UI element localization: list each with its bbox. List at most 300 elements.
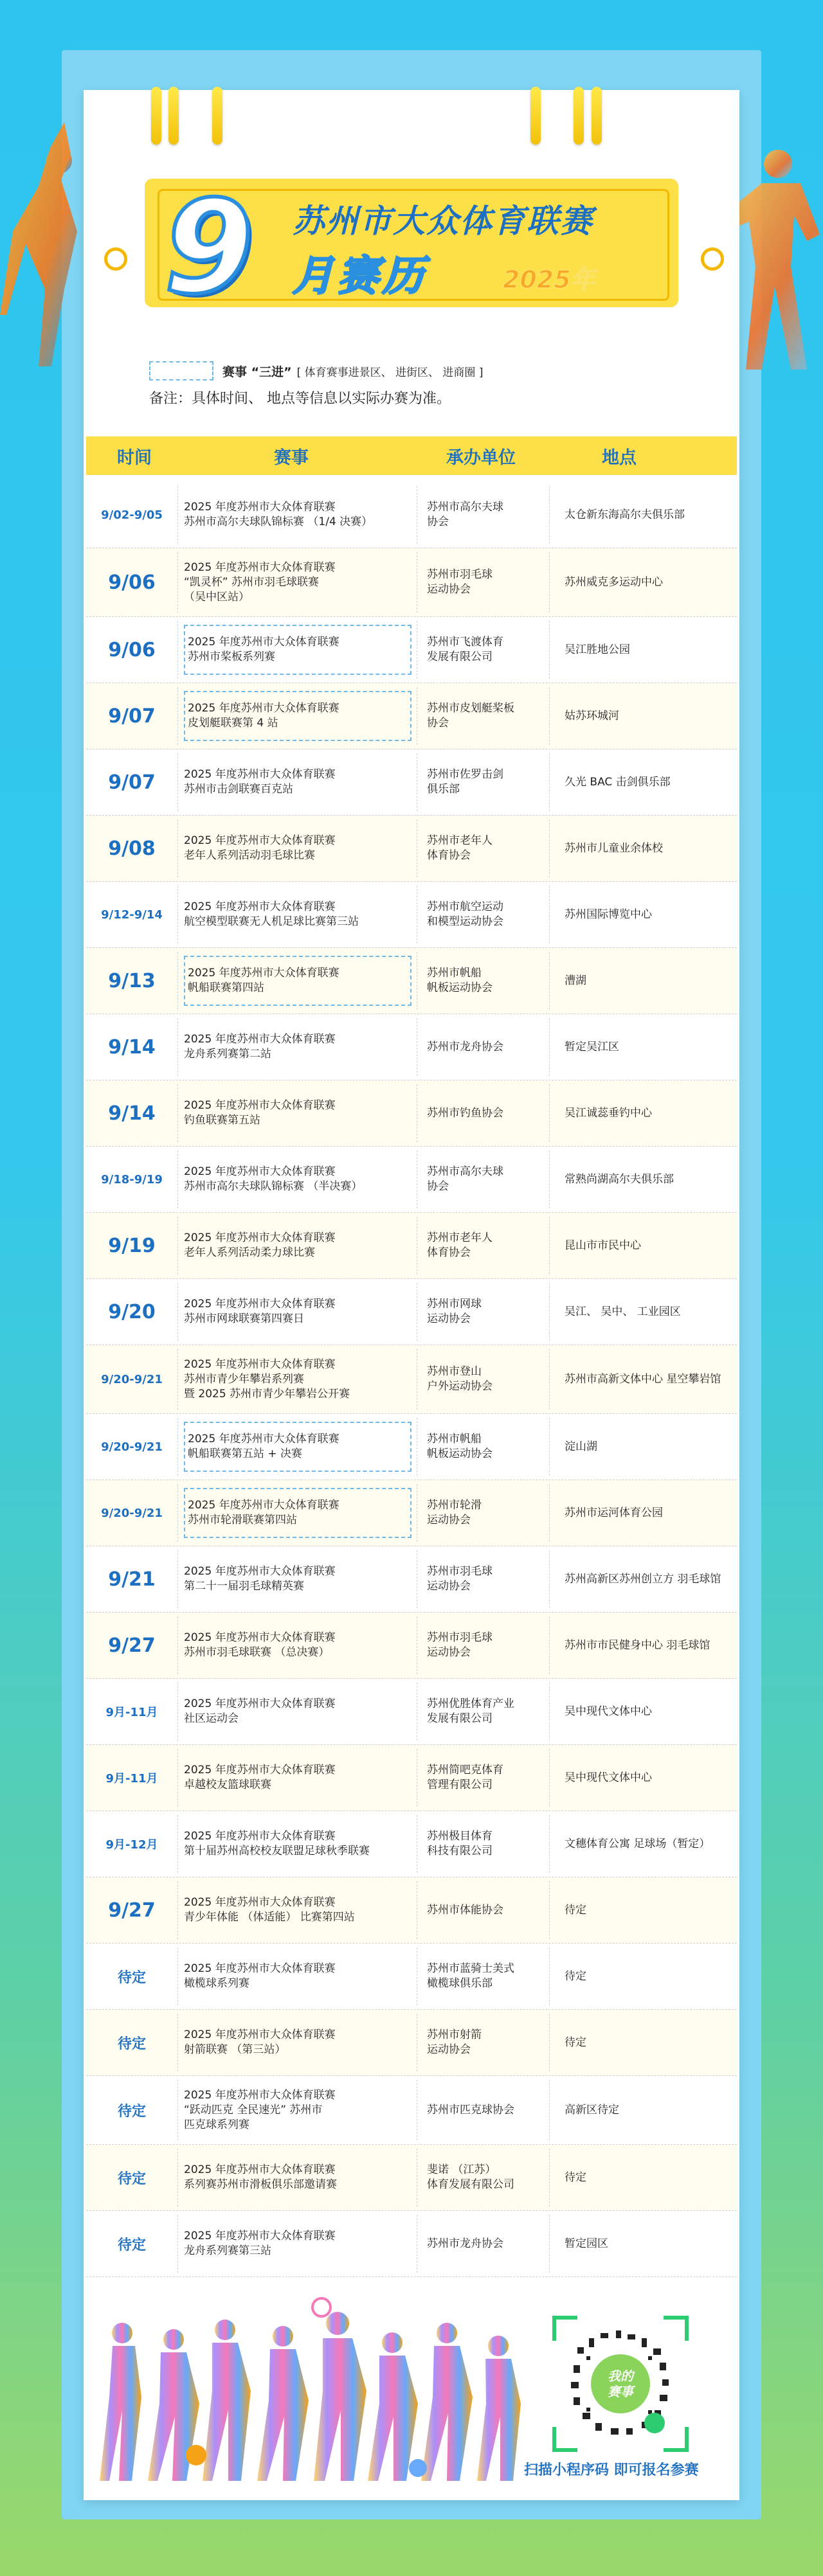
row-event [184,2010,413,2075]
column-divider [549,2149,550,2206]
column-divider [549,1283,550,1341]
row-date: 9月-11月 [105,1706,158,1719]
column-divider [177,2014,178,2071]
row-organizer-line: 苏州市羽毛球 [427,1565,493,1578]
table-row [86,1944,737,2010]
row-organizer-line: 运动协会 [427,2043,471,2056]
column-divider [177,1217,178,1275]
row-event-line: 2025 年度苏州市大众体育联赛 [188,1433,339,1445]
row-date: 9/07 [108,704,156,728]
row-organizer [427,617,543,683]
column-divider [549,753,550,811]
row-venue: 暂定园区 [565,2237,608,2250]
column-divider [177,2215,178,2273]
table-row [86,683,737,749]
column-divider [177,1150,178,1208]
table-row [86,2010,737,2076]
row-organizer-line: 苏州市登山 [427,1365,482,1378]
row-date: 9月-11月 [105,1772,158,1785]
row-event-line: 暨 2025 苏州市青少年攀岩公开赛 [184,1387,350,1400]
row-organizer [427,1080,543,1146]
row-event-line: 2025 年度苏州市大众体育联赛 [188,967,339,979]
row-organizer-line: 苏州优胜体育产业 [427,1697,514,1710]
row-event [184,482,413,548]
column-divider [549,2080,550,2140]
row-organizer-line: 运动协会 [427,583,471,596]
row-event-line: 2025 年度苏州市大众体育联赛 [184,2088,336,2102]
table-row [86,816,737,882]
column-divider [549,486,550,544]
header-subtitle: 月赛历 [293,253,428,300]
row-date: 待定 [117,2237,146,2253]
row-organizer [427,1014,543,1080]
row-event-line: 2025 年度苏州市大众体育联赛 [184,900,336,913]
row-organizer-line: 和模型运动协会 [427,915,503,928]
row-date: 9/20 [108,1300,156,1323]
legend-dashed-box-icon [149,361,213,380]
row-organizer-line: 发展有限公司 [427,1712,493,1725]
column-divider [549,687,550,745]
row-venue: 久光 BAC 击剑俱乐部 [565,775,671,789]
row-event-line: 苏州市网球联赛第四赛日 [184,1312,304,1325]
row-venue: 苏州市高新文体中心 星空攀岩馆 [565,1372,721,1386]
row-event [184,1080,413,1146]
row-organizer [427,1279,543,1345]
row-organizer-line: 体育协会 [427,1246,471,1259]
column-divider [177,1815,178,1873]
ring-right-icon [701,247,724,271]
row-venue: 暂定吴江区 [565,1040,619,1053]
row-organizer [427,482,543,548]
row-event-line: 2025 年度苏州市大众体育联赛 [184,2163,336,2176]
table-row [86,1213,737,1279]
row-event-line: 2025 年度苏州市大众体育联赛 [184,1962,336,1975]
column-divider [549,1484,550,1542]
table-row [86,882,737,948]
table-row [86,617,737,683]
table-header [86,436,737,475]
row-organizer [427,749,543,815]
row-organizer-line: 苏州极目体育 [427,1830,493,1843]
table-row [86,1613,737,1679]
row-organizer-line: 协会 [427,1180,449,1193]
column-divider [549,621,550,679]
row-organizer [427,1147,543,1212]
row-date: 9/06 [108,638,156,661]
row-organizer [427,1213,543,1278]
row-organizer-line: 苏州市老年人 [427,834,493,847]
row-date: 9/20-9/21 [101,1506,163,1520]
row-event [184,1488,412,1538]
table-row [86,1080,737,1147]
row-date: 9/20-9/21 [101,1372,163,1386]
row-organizer-line: 苏州市体能协会 [427,1903,503,1917]
legend-detail: [ 体育赛事进景区、 进街区、 进商圈 ] [296,366,484,379]
column-divider [177,952,178,1010]
binder-clip-icon [168,87,179,145]
row-organizer [427,683,543,749]
ring-left-icon [104,247,127,271]
row-event [184,1877,413,1943]
column-divider [177,886,178,944]
row-event-line: 2025 年度苏州市大众体育联赛 [184,1565,336,1578]
column-divider [549,1550,550,1608]
row-organizer-line: 苏州市皮划艇桨板 [427,702,514,715]
row-date: 待定 [117,2170,146,2187]
row-event-line: 航空模型联赛无人机足球比赛第三站 [184,915,359,928]
row-date: 9/27 [108,1899,156,1922]
row-date: 9/21 [108,1568,156,1591]
row-date: 9/06 [108,571,156,594]
row-organizer-line: 帆板运动协会 [427,1447,493,1460]
column-divider [177,2149,178,2206]
row-event-line: 2025 年度苏州市大众体育联赛 [184,768,336,781]
row-organizer-line: 运动协会 [427,1514,471,1526]
row-event-line: 第二十一届羽毛球精英赛 [184,1580,304,1593]
row-venue: 吴中现代文体中心 [565,1771,652,1784]
row-organizer-line: 苏州市匹克球协会 [427,2103,514,2116]
row-event-line: 橄榄球系列赛 [184,1977,249,1990]
row-organizer [427,816,543,881]
row-organizer-line: 科技有限公司 [427,1845,493,1857]
row-event [184,2211,413,2276]
row-event-line: 苏州市高尔夫球队锦标赛 （半决赛） [184,1180,363,1193]
note: 备注：具体时间、 地点等信息以实际办赛为准。 [149,391,451,407]
row-event-line: 2025 年度苏州市大众体育联赛 [184,834,336,847]
column-divider [549,952,550,1010]
table-row [86,1811,737,1877]
row-event-line: 龙舟系列赛第三站 [184,2244,271,2257]
row-date: 待定 [117,2035,146,2052]
column-divider [549,2014,550,2071]
row-organizer [427,882,543,947]
row-event-line: 苏州市桨板系列赛 [188,650,275,663]
row-organizer [427,1345,543,1413]
row-event-line: 2025 年度苏州市大众体育联赛 [184,1298,336,1310]
row-event [184,749,413,815]
row-organizer-line: 帆板运动协会 [427,981,493,994]
row-event-line: 苏州市羽毛球联赛 （总决赛） [184,1646,330,1659]
column-divider [549,1217,550,1275]
row-event [184,1811,413,1877]
row-date: 9/02-9/05 [101,508,163,522]
row-organizer-line: 协会 [427,515,449,528]
table-row [86,1345,737,1414]
row-event-line: 2025 年度苏州市大众体育联赛 [184,2028,336,2041]
row-organizer-line: 苏州市羽毛球 [427,568,493,581]
table-row [86,1745,737,1811]
row-event-line: 2025 年度苏州市大众体育联赛 [184,1165,336,1178]
row-event-line: 2025 年度苏州市大众体育联赛 [184,1697,336,1710]
qr-caption: 扫描小程序码 即可报名参赛 [524,2462,699,2478]
row-date: 9/13 [108,969,156,992]
column-divider [549,1616,550,1674]
column-divider [177,1881,178,1939]
row-event-line: 苏州市击剑联赛百克站 [184,783,293,796]
table-row [86,948,737,1014]
row-organizer-line: 苏州市飞渡体育 [427,636,503,648]
row-event-line: 苏州市高尔夫球队锦标赛 （1/4 决赛） [184,515,373,528]
row-event-line: 系列赛苏州市滑板俱乐部邀请赛 [184,2178,337,2191]
row-event-line: 2025 年度苏州市大众体育联赛 [184,1631,336,1644]
table-row [86,1877,737,1944]
row-organizer [427,2010,543,2075]
row-event-line: 第十届苏州高校校友联盟足球秋季联赛 [184,1845,370,1857]
column-divider [177,1018,178,1076]
table-row [86,1014,737,1080]
row-event-line: 帆船联赛第五站 + 决赛 [188,1447,303,1460]
column-divider [177,1947,178,2005]
row-organizer [427,2211,543,2276]
legend-label: 赛事 “三进” [222,364,292,379]
row-event-line: 2025 年度苏州市大众体育联赛 [184,560,336,574]
column-divider [177,486,178,544]
row-event-line: 青少年体能 （体适能） 比赛第四站 [184,1911,355,1924]
row-event-line: 2025 年度苏州市大众体育联赛 [188,1499,339,1512]
col-org-header: 承办单位 [446,447,516,468]
row-event-line: 社区运动会 [184,1712,239,1725]
row-date: 9月-12月 [105,1838,158,1852]
column-divider [177,1749,178,1807]
header-title: 苏州市大众体育联赛 [293,202,593,240]
table-row [86,482,737,548]
row-organizer-line: 苏州简吧克体育 [427,1764,503,1776]
row-event [184,1422,412,1472]
table-row [86,1679,737,1745]
row-venue: 苏州市市民健身中心 羽毛球馆 [565,1638,710,1652]
col-date-header: 时间 [117,447,152,468]
column-divider [177,687,178,745]
row-venue: 吴江诚蕊垂钓中心 [565,1106,652,1120]
table-row [86,548,737,617]
row-organizer [427,1480,543,1546]
binder-clip-icon [592,87,602,145]
column-divider [177,1084,178,1142]
row-event-line: 2025 年度苏州市大众体育联赛 [184,1099,336,1112]
column-divider [549,1683,550,1740]
row-event-line: 2025 年度苏州市大众体育联赛 [184,1033,336,1046]
column-divider [177,1349,178,1409]
row-organizer-line: 户外运动协会 [427,1380,493,1393]
row-organizer [427,948,543,1014]
column-divider [177,753,178,811]
column-divider [177,1550,178,1608]
row-organizer-line: 协会 [427,717,449,729]
row-organizer [427,1877,543,1943]
table-row [86,2076,737,2145]
row-organizer [427,1745,543,1811]
row-venue: 姑苏环城河 [565,709,619,722]
column-divider [177,1683,178,1740]
legend [149,361,483,380]
column-divider [177,552,178,613]
row-organizer-line: 运动协会 [427,1646,471,1659]
row-organizer-line: 俱乐部 [427,783,460,796]
column-divider [177,819,178,877]
column-divider [549,1084,550,1142]
row-organizer-line: 苏州市龙舟协会 [427,1040,503,1053]
column-divider [549,1018,550,1076]
month-number: 9 [164,173,254,323]
row-organizer-line: 运动协会 [427,1312,471,1325]
binder-clip-icon [574,87,584,145]
row-event-line: 2025 年度苏州市大众体育联赛 [184,501,336,514]
row-date: 9/12-9/14 [101,908,163,922]
row-organizer [427,1944,543,2009]
column-divider [549,2215,550,2273]
row-event-line: 2025 年度苏州市大众体育联赛 [184,1764,336,1776]
row-venue: 文穗体育公寓 足球场（暂定） [565,1837,710,1850]
row-organizer-line: 苏州市钓鱼协会 [427,1106,503,1120]
volleyball-player-left-icon [0,122,96,373]
row-event [184,1679,413,1744]
row-organizer-line: 运动协会 [427,1580,471,1593]
table-row [86,1480,737,1546]
column-divider [549,552,550,613]
row-organizer [427,1414,543,1480]
row-organizer-line: 苏州市高尔夫球 [427,1165,503,1178]
row-event [184,882,413,947]
table-row [86,2211,737,2277]
row-event-line: 老年人系列活动羽毛球比赛 [184,849,315,862]
row-event [184,1613,413,1678]
row-organizer-line: 苏州市网球 [427,1298,482,1310]
row-organizer-line: 苏州市帆船 [427,1433,482,1445]
row-event-line: 皮划艇联赛第 4 站 [188,717,278,729]
table-row [86,1414,737,1480]
row-event-line: “凯灵杯” 苏州市羽毛球联赛 [184,575,320,589]
row-venue: 太仓新东海高尔夫俱乐部 [565,508,685,521]
col-venue-header: 地点 [602,447,637,468]
column-divider [549,819,550,877]
row-venue: 待定 [565,1969,586,1983]
row-date: 9/18-9/19 [101,1172,163,1186]
row-organizer-line: 体育协会 [427,849,471,862]
column-divider [177,2080,178,2140]
row-venue: 吴江、 吴中、 工业园区 [565,1305,681,1318]
row-organizer-line: 苏州市轮滑 [427,1499,482,1512]
binder-clip-icon [151,87,161,145]
row-organizer-line: 苏州市高尔夫球 [427,501,503,514]
column-divider [549,1418,550,1476]
row-event [184,548,413,616]
row-organizer [427,1811,543,1877]
column-divider [549,1349,550,1409]
row-event [184,1279,413,1345]
row-organizer-line: 管理有限公司 [427,1778,493,1791]
row-organizer [427,2145,543,2210]
row-event-line: 钓鱼联赛第五站 [184,1114,260,1127]
qr-center-label-2: 赛事 [608,2384,633,2399]
row-date: 9/14 [108,1102,156,1125]
row-event [184,2145,413,2210]
row-venue: 吴江胜地公园 [565,643,630,656]
row-event-line: 老年人系列活动柔力球比赛 [184,1246,315,1259]
row-date: 9/20-9/21 [101,1440,163,1454]
table-row [86,749,737,816]
row-organizer-line: 苏州市羽毛球 [427,1631,493,1644]
row-venue: 苏州国际博览中心 [565,908,652,921]
row-venue: 吴中现代文体中心 [565,1704,652,1718]
row-event-line: 2025 年度苏州市大众体育联赛 [184,1357,336,1371]
column-divider [177,1418,178,1476]
table-row [86,2145,737,2211]
row-event-line: 2025 年度苏州市大众体育联赛 [184,1896,336,1909]
column-divider [177,1283,178,1341]
row-organizer-line: 橄榄球俱乐部 [427,1977,493,1990]
qr-code-icon[interactable] [552,2315,689,2453]
binder-clip-icon [530,87,541,145]
col-event-header: 赛事 [274,447,309,468]
row-event-line: （吴中区站） [184,590,249,604]
row-event-line: 2025 年度苏州市大众体育联赛 [184,1231,336,1244]
row-event [184,1213,413,1278]
row-event-line: 2025 年度苏州市大众体育联赛 [188,702,339,715]
row-event [184,691,412,741]
row-event [184,625,412,675]
row-venue: 昆山市市民中心 [565,1239,641,1252]
row-event-line: 2025 年度苏州市大众体育联赛 [188,636,339,648]
row-date: 9/07 [108,771,156,794]
row-organizer-line: 苏州市蓝骑士美式 [427,1962,514,1975]
row-organizer [427,548,543,616]
row-event [184,1147,413,1212]
row-event-line: 匹克球系列赛 [184,2118,249,2131]
row-event [184,1345,413,1413]
row-organizer-line: 发展有限公司 [427,650,493,663]
row-event-line: 龙舟系列赛第二站 [184,1048,271,1060]
row-organizer [427,1546,543,1612]
row-organizer-line: 斐诺 （江苏） [427,2163,496,2176]
row-event-line: 卓越校友篮球联赛 [184,1778,271,1791]
row-event-line: 苏州市青少年攀岩系列赛 [184,1372,304,1386]
row-event [184,1944,413,2009]
row-venue: 待定 [565,1903,586,1917]
row-venue: 待定 [565,2035,586,2049]
row-event-line: “跃动匹克 全民速光” 苏州市 [184,2103,323,2116]
row-date: 9/14 [108,1035,156,1059]
row-event [184,816,413,881]
row-event-line: 帆船联赛第四站 [188,981,264,994]
row-event [184,2076,413,2144]
row-organizer [427,2076,543,2144]
column-divider [177,1616,178,1674]
row-venue: 高新区待定 [565,2103,619,2116]
row-venue: 苏州市运河体育公园 [565,1506,663,1519]
column-divider [549,1881,550,1939]
row-event-line: 2025 年度苏州市大众体育联赛 [184,1830,336,1843]
schedule-table [86,482,737,2277]
column-divider [549,886,550,944]
column-divider [549,1815,550,1873]
row-organizer-line: 体育发展有限公司 [427,2178,514,2191]
row-date: 待定 [117,2103,146,2120]
qr-center-label-1: 我的 [608,2368,633,2384]
row-event [184,1546,413,1612]
row-venue: 漕湖 [565,974,586,987]
row-event-line: 2025 年度苏州市大众体育联赛 [184,2230,336,2242]
row-venue: 常熟尚湖高尔夫俱乐部 [565,1172,674,1186]
row-organizer-line: 苏州市老年人 [427,1231,493,1244]
column-divider [549,1947,550,2005]
row-event [184,1745,413,1811]
table-row [86,1546,737,1613]
row-organizer-line: 苏州市射箭 [427,2028,482,2041]
row-date: 9/08 [108,837,156,860]
row-organizer [427,1613,543,1678]
row-venue: 淀山湖 [565,1440,597,1453]
row-organizer-line: 苏州市帆船 [427,967,482,979]
